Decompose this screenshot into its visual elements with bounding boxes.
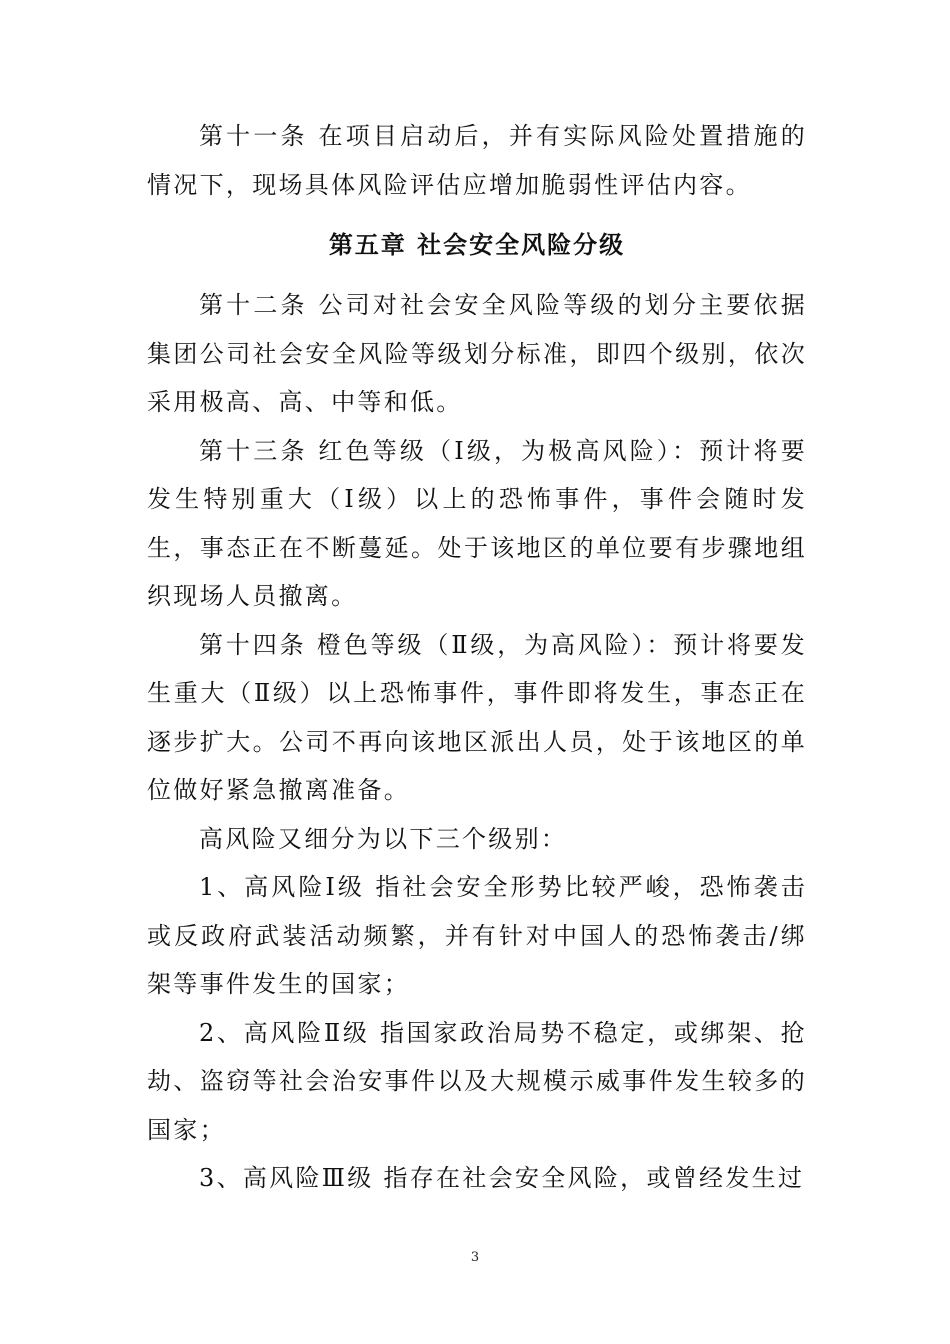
high-risk-level-2-paragraph: 2、高风险Ⅱ级 指国家政治局势不稳定，或绑架、抢劫、盗窃等社会治安事件以及大规模示威事件发生较多的国家； [147, 1018, 807, 1144]
high-risk-level-1-paragraph: 1、高风险Ⅰ级 指社会安全形势比较严峻，恐怖袭击或反政府武装活动频繁，并有针对中国人的恐怖袭击/绑架等事件发生的国家； [147, 873, 807, 998]
chapter-heading: 第五章 社会安全风险分级 [328, 231, 626, 259]
document-body [147, 112, 807, 1203]
article-12-paragraph: 第十二条 公司对社会安全风险等级的划分主要依据集团公司社会安全风险等级划分标准，即四个级别，依次采用极高、高、中等和低。 [147, 291, 807, 416]
high-risk-level-3-paragraph: 3、高风险Ⅲ级 指存在社会安全风险，或曾经发生过 [199, 1164, 805, 1192]
page-number: 3 [470, 1250, 480, 1265]
high-risk-intro-paragraph: 高风险又细分为以下三个级别： [199, 824, 568, 853]
article-13-paragraph: 第十三条 红色等级（Ⅰ级，为极高风险）：预计将要发生特别重大（Ⅰ级）以上的恐怖事件，事件会随时发生，事态正在不断蔓延。处于该地区的单位要有步骤地组织现场人员撤离。 [147, 436, 807, 610]
article-11-paragraph: 第十一条 在项目启动后，并有实际风险处置措施的情况下，现场具体风险评估应增加脆弱性评估内容。 [147, 122, 807, 199]
article-14-paragraph: 第十四条 橙色等级（Ⅱ级，为高风险）：预计将要发生重大（Ⅱ级）以上恐怖事件，事件即将发生，事态正在逐步扩大。公司不再向该地区派出人员，处于该地区的单位做好紧急撤离准备。 [147, 630, 807, 804]
